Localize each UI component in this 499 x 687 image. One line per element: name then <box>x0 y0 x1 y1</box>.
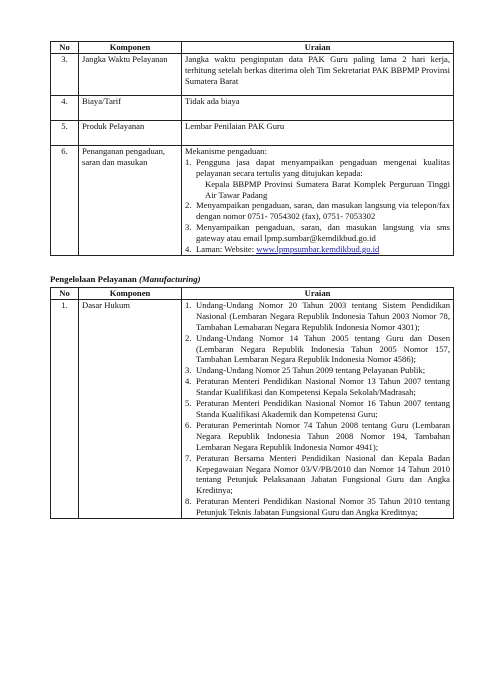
list-item: 7. Peraturan Bersama Menteri Pendidikan Nasional dan Kepala Badan Kepegawaian Negara Nomor 03/V/PB/2010 dan Nomor 14 Tahun 2010 tentang Petunjuk Pelaksanaan Jabatan Fungsional Guru dan Angka Kreditnya; <box>185 452 450 496</box>
row-number: 1. <box>51 299 79 518</box>
list-item: 3. Menyampaikan pengaduan, saran, dan masukan langsung via sms gateway atau email lpmp.sumbar@kemdikbud.go.id <box>185 222 450 244</box>
row-komponen: Produk Pelayanan <box>79 120 182 145</box>
service-management-table <box>50 287 454 519</box>
header-no: No <box>51 42 79 54</box>
list-item: 4. Peraturan Menteri Pendidikan Nasional Nomor 13 Tahun 2007 tentang Standar Kualifikasi dan Kompetensi Kepala Sekolah/Madrasah; <box>185 376 450 398</box>
complaint-list <box>185 157 450 255</box>
complaint-mechanism <box>182 145 454 255</box>
header-komponen: Komponen <box>79 42 182 54</box>
complaint-intro: Mekanisme pengaduan: <box>185 145 267 156</box>
table-row <box>51 120 454 145</box>
legal-basis-list <box>182 299 454 518</box>
table-row <box>51 145 454 255</box>
table-header-row <box>51 42 454 54</box>
list-item: 6. Peraturan Pemerintah Nomor 74 Tahun 2008 tentang Guru (Lembaran Negara Republik Indonesia Tahun 2008 Nomor 194, Tambahan Lembaran Negara Republik Indonesia Nomor 4941); <box>185 419 450 452</box>
row-komponen: Dasar Hukum <box>79 299 182 518</box>
list-item: 2. Undang-Undang Nomor 14 Tahun 2005 tentang Guru dan Dosen (Lembaran Negara Republik Indonesia Tahun 2005 Nomor 157, Tambahan Lembaran Negara Republik Indonesia Nomor 4586); <box>185 332 450 365</box>
row-komponen: Jangka Waktu Pelayanan <box>79 53 182 95</box>
row-number: 3. <box>51 53 79 95</box>
row-uraian: Lembar Penilaian PAK Guru <box>182 120 454 145</box>
website-link[interactable]: www.lpmpsumbar.kemdikbud.go.id <box>256 244 380 255</box>
list-item: 5. Peraturan Menteri Pendidikan Nasional Nomor 16 Tahun 2007 tentang Standa Kualifikasi Akademik dan Kompetensi Guru; <box>185 398 450 419</box>
list-item: 2. Menyampaikan pengaduan, saran, dan masukan langsung via telepon/fax dengan nomor 0751- 7054302 (fax), 0751- 7053302 <box>185 200 450 222</box>
table-row <box>51 299 454 518</box>
row-number: 6. <box>51 145 79 255</box>
header-no: No <box>51 288 79 300</box>
row-komponen: Biaya/Tarif <box>79 95 182 120</box>
section-title: Pengelolaan Pelayanan (Manufacturing) <box>50 274 201 284</box>
complaint-address: Kepala BBPMP Provinsi Sumatera Barat Komplek Perguruan Tinggi Air Tawar Padang <box>205 178 450 200</box>
section-subtitle: (Manufacturing) <box>138 274 201 284</box>
row-uraian: Jangka waktu penginputan data PAK Guru paling lama 2 hari kerja, terhitung setelah berkas diterima oleh Tim Sekretariat PAK BBPMP Provinsi Sumatera Barat <box>182 53 454 95</box>
header-uraian: Uraian <box>182 288 454 300</box>
row-number: 4. <box>51 95 79 120</box>
row-number: 5. <box>51 120 79 145</box>
row-komponen: Penanganan pengaduan, saran dan masukan <box>79 145 182 255</box>
header-uraian: Uraian <box>182 42 454 54</box>
list-item: 8. Peraturan Menteri Pendidikan Nasional Nomor 35 Tahun 2010 tentang Petunjuk Teknis Jabatan Fungsional Guru dan Angka Kreditnya; <box>185 496 450 518</box>
row-uraian: Tidak ada biaya <box>182 95 454 120</box>
table-header-row <box>51 288 454 300</box>
table-row <box>51 95 454 120</box>
table-row <box>51 53 454 95</box>
list-item: 1. Pengguna jasa dapat menyampaikan pengaduan mengenai kualitas pelayanan secara tertulis yang ditujukan kepada: Kepala BBPMP Provinsi Sumatera Barat Komplek Perguruan Tinggi Air Tawar Padang <box>185 156 450 200</box>
regulation-list <box>185 300 450 518</box>
service-standard-table <box>50 41 454 256</box>
list-item: 4. Laman: Website: www.lpmpsumbar.kemdikbud.go.id <box>185 244 380 255</box>
list-item: 3. Undang-Undang Nomor 25 Tahun 2009 tentang Pelayanan Publik; <box>185 365 426 376</box>
list-item: 1. Undang-Undang Nomor 20 Tahun 2003 tentang Sistem Pendidikan Nasional (Lembaran Negara Republik Indonesia Tahun 2003 Nomor 78, Tambahan Lemabaran Negara Republik Indonesia Nomor 4301); <box>185 299 450 332</box>
header-komponen: Komponen <box>79 288 182 300</box>
